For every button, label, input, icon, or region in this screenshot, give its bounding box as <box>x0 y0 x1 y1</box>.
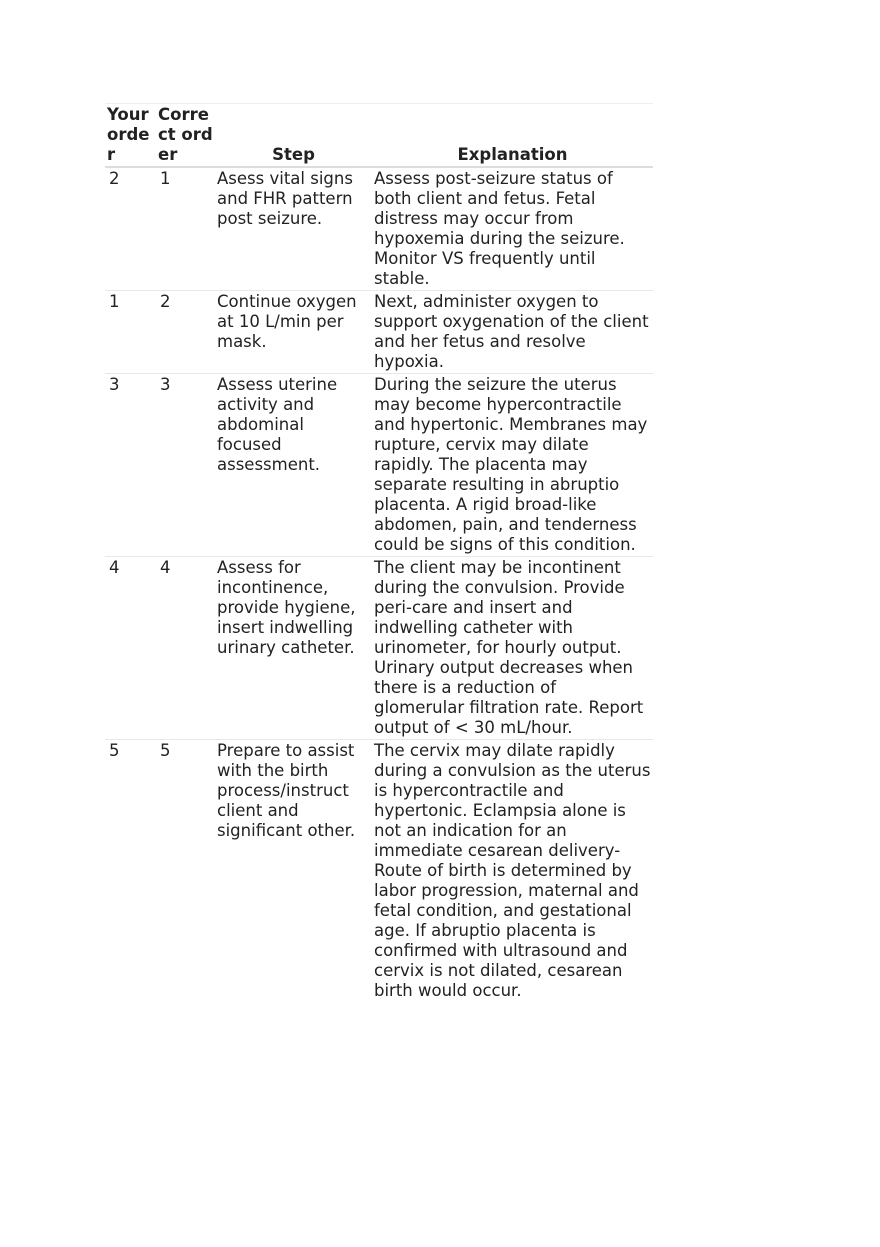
explanation-cell: Assess post-seizure status of both client and fetus. Fetal distress may occur from hypoxemia during the seizure. Monitor VS frequently until stable. <box>372 167 653 291</box>
header-row <box>105 104 653 168</box>
table-row <box>105 374 653 557</box>
correct-order-cell: 3 <box>156 374 215 557</box>
explanation-cell: During the seizure the uterus may become hypercontractile and hypertonic. Membranes may rupture, cervix may dilate rapidly. The placenta may separate resulting in abruptio placenta. A rigid broad-like abdomen, pain, and tenderness could be signs of this condition. <box>372 374 653 557</box>
step-cell: Prepare to assist with the birth process/instruct client and significant other. <box>217 741 356 840</box>
table-row <box>105 740 653 1003</box>
table-header <box>105 104 653 168</box>
header-correct-order: Correct order <box>156 104 215 168</box>
your-order-cell: 1 <box>105 291 156 374</box>
table-row <box>105 167 653 291</box>
correct-order-cell: 2 <box>156 291 215 374</box>
header-step: Step <box>215 104 372 168</box>
header-explanation: Explanation <box>372 104 653 168</box>
your-order-cell: 5 <box>109 741 120 760</box>
your-order-cell: 2 <box>105 167 156 291</box>
your-order-cell: 3 <box>105 374 156 557</box>
step-cell: Continue oxygen at 10 L/min per mask. <box>215 291 372 374</box>
explanation-cell: The cervix may dilate rapidly during a convulsion as the uterus is hypercontractile and hypertonic. Eclampsia alone is not an indication for an immediate cesarean delivery- Route of birth is determined by labor progression, maternal and fetal condition, and gestational age. If abruptio placenta is confirmed with ultrasound and cervix is not dilated, cesarean birth would occur. <box>374 741 651 1000</box>
order-comparison-table <box>105 103 653 1002</box>
table-row <box>105 557 653 740</box>
table-body <box>105 167 653 1002</box>
header-your-order: Your order <box>105 104 156 168</box>
explanation-cell: Next, administer oxygen to support oxygenation of the client and her fetus and resolve hypoxia. <box>372 291 653 374</box>
explanation-cell: The client may be incontinent during the convulsion. Provide peri-care and insert and indwelling catheter with urinometer, for hourly output. Urinary output decreases when there is a reduction of glomerular filtration rate. Report output of < 30 mL/hour. <box>372 557 653 740</box>
your-order-cell: 4 <box>105 557 156 740</box>
step-cell: Assess uterine activity and abdominal focused assessment. <box>215 374 372 557</box>
correct-order-cell: 5 <box>160 741 171 760</box>
correct-order-cell: 1 <box>156 167 215 291</box>
step-cell: Assess for incontinence, provide hygiene, insert indwelling urinary catheter. <box>215 557 372 740</box>
table-row <box>105 291 653 374</box>
correct-order-cell: 4 <box>156 557 215 740</box>
step-cell: Asess vital signs and FHR pattern post seizure. <box>215 167 372 291</box>
